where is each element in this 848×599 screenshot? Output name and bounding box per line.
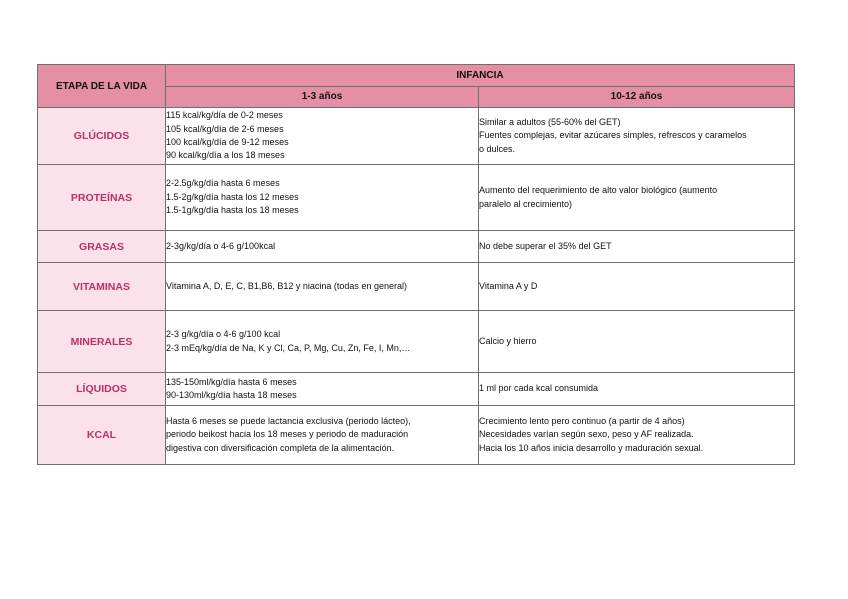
cell-line: Aumento del requerimiento de alto valor biológico (aumento xyxy=(479,185,718,196)
cell-1-3-anos xyxy=(166,165,479,231)
cell-1-3-anos xyxy=(166,406,479,465)
table-row xyxy=(38,108,795,165)
cell-line: Necesidades varían según sexo, peso y AF realizada. xyxy=(479,429,694,440)
cell-10-12-anos xyxy=(479,311,795,373)
cell-10-12-anos xyxy=(479,373,795,406)
cell-line: 1 ml por cada kcal consumida xyxy=(479,383,599,394)
cell-line: 2-3g/kg/día o 4-6 g/100kcal xyxy=(166,240,276,251)
cell-1-3-anos xyxy=(166,231,479,263)
row-label: GRASAS xyxy=(38,231,166,263)
table-row xyxy=(38,311,795,373)
row-label: KCAL xyxy=(38,406,166,465)
cell-line: Crecimiento lento pero continuo (a partir de 4 años) xyxy=(479,415,685,426)
cell-line: 2-3 mEq/kg/día de Na, K y Cl, Ca, P, Mg, Cu, Zn, Fe, I, Mn,… xyxy=(166,342,411,353)
cell-1-3-anos xyxy=(166,263,479,311)
cell-10-12-anos xyxy=(479,406,795,465)
row-label: VITAMINAS xyxy=(38,263,166,311)
cell-10-12-anos xyxy=(479,108,795,165)
cell-10-12-anos xyxy=(479,165,795,231)
cell-line: 90-130ml/kg/día hasta 18 meses xyxy=(166,390,297,400)
cell-line: Similar a adultos (55-60% del GET) xyxy=(479,116,621,127)
cell-line: digestiva con diversificación completa de la alimentación. xyxy=(166,442,395,453)
cell-line: Calcio y hierro xyxy=(479,335,537,346)
row-label: MINERALES xyxy=(38,311,166,373)
cell-line: 2-2.5g/kg/día hasta 6 meses xyxy=(166,178,280,189)
cell-line: 1.5-1g/kg/día hasta los 18 meses xyxy=(166,205,299,216)
cell-line: paralelo al crecimiento) xyxy=(479,198,573,209)
table-row xyxy=(38,165,795,231)
cell-line: periodo beikost hacia los 18 meses y periodo de maduración xyxy=(166,429,409,440)
cell-line: 1.5-2g/kg/día hasta los 12 meses xyxy=(166,191,299,202)
cell-1-3-anos xyxy=(166,108,479,165)
row-label: PROTEÍNAS xyxy=(38,165,166,231)
row-label: GLÚCIDOS xyxy=(38,108,166,165)
cell-line: 115 kcal/kg/día de 0-2 meses xyxy=(166,110,283,121)
table-row xyxy=(38,406,795,465)
cell-line: Vitamina A y D xyxy=(479,280,538,291)
cell-line: 2-3 g/kg/día o 4-6 g/100 kcal xyxy=(166,329,281,340)
table-row xyxy=(38,231,795,263)
cell-line: Hacia los 10 años inicia desarrollo y maduración sexual. xyxy=(479,442,704,453)
header-10-12-anos: 10-12 años xyxy=(479,86,795,108)
cell-line: Hasta 6 meses se puede lactancia exclusiva (periodo lácteo), xyxy=(166,415,411,426)
cell-10-12-anos xyxy=(479,263,795,311)
cell-line: 135-150ml/kg/día hasta 6 meses xyxy=(166,376,297,387)
row-label: LÍQUIDOS xyxy=(38,373,166,406)
cell-line: Fuentes complejas, evitar azúcares simples, refrescos y caramelos xyxy=(479,130,747,141)
nutrition-table xyxy=(37,64,795,465)
cell-line: o dulces. xyxy=(479,143,516,154)
cell-1-3-anos xyxy=(166,311,479,373)
cell-line: 105 kcal/kg/día de 2-6 meses xyxy=(166,123,284,134)
table-row xyxy=(38,373,795,406)
header-1-3-anos: 1-3 años xyxy=(166,86,479,108)
cell-10-12-anos xyxy=(479,231,795,263)
header-etapa: ETAPA DE LA VIDA xyxy=(38,65,166,108)
cell-1-3-anos xyxy=(166,373,479,406)
table-row xyxy=(38,263,795,311)
cell-line: 100 kcal/kg/día de 9-12 meses xyxy=(166,137,289,147)
cell-line: No debe superar el 35% del GET xyxy=(479,240,612,251)
header-infancia: INFANCIA xyxy=(166,65,795,87)
cell-line: Vitamina A, D, E, C, B1,B6, B12 y niacina (todas en general) xyxy=(166,280,407,291)
cell-line: 90 kcal/kg/día a los 18 meses xyxy=(166,150,285,161)
